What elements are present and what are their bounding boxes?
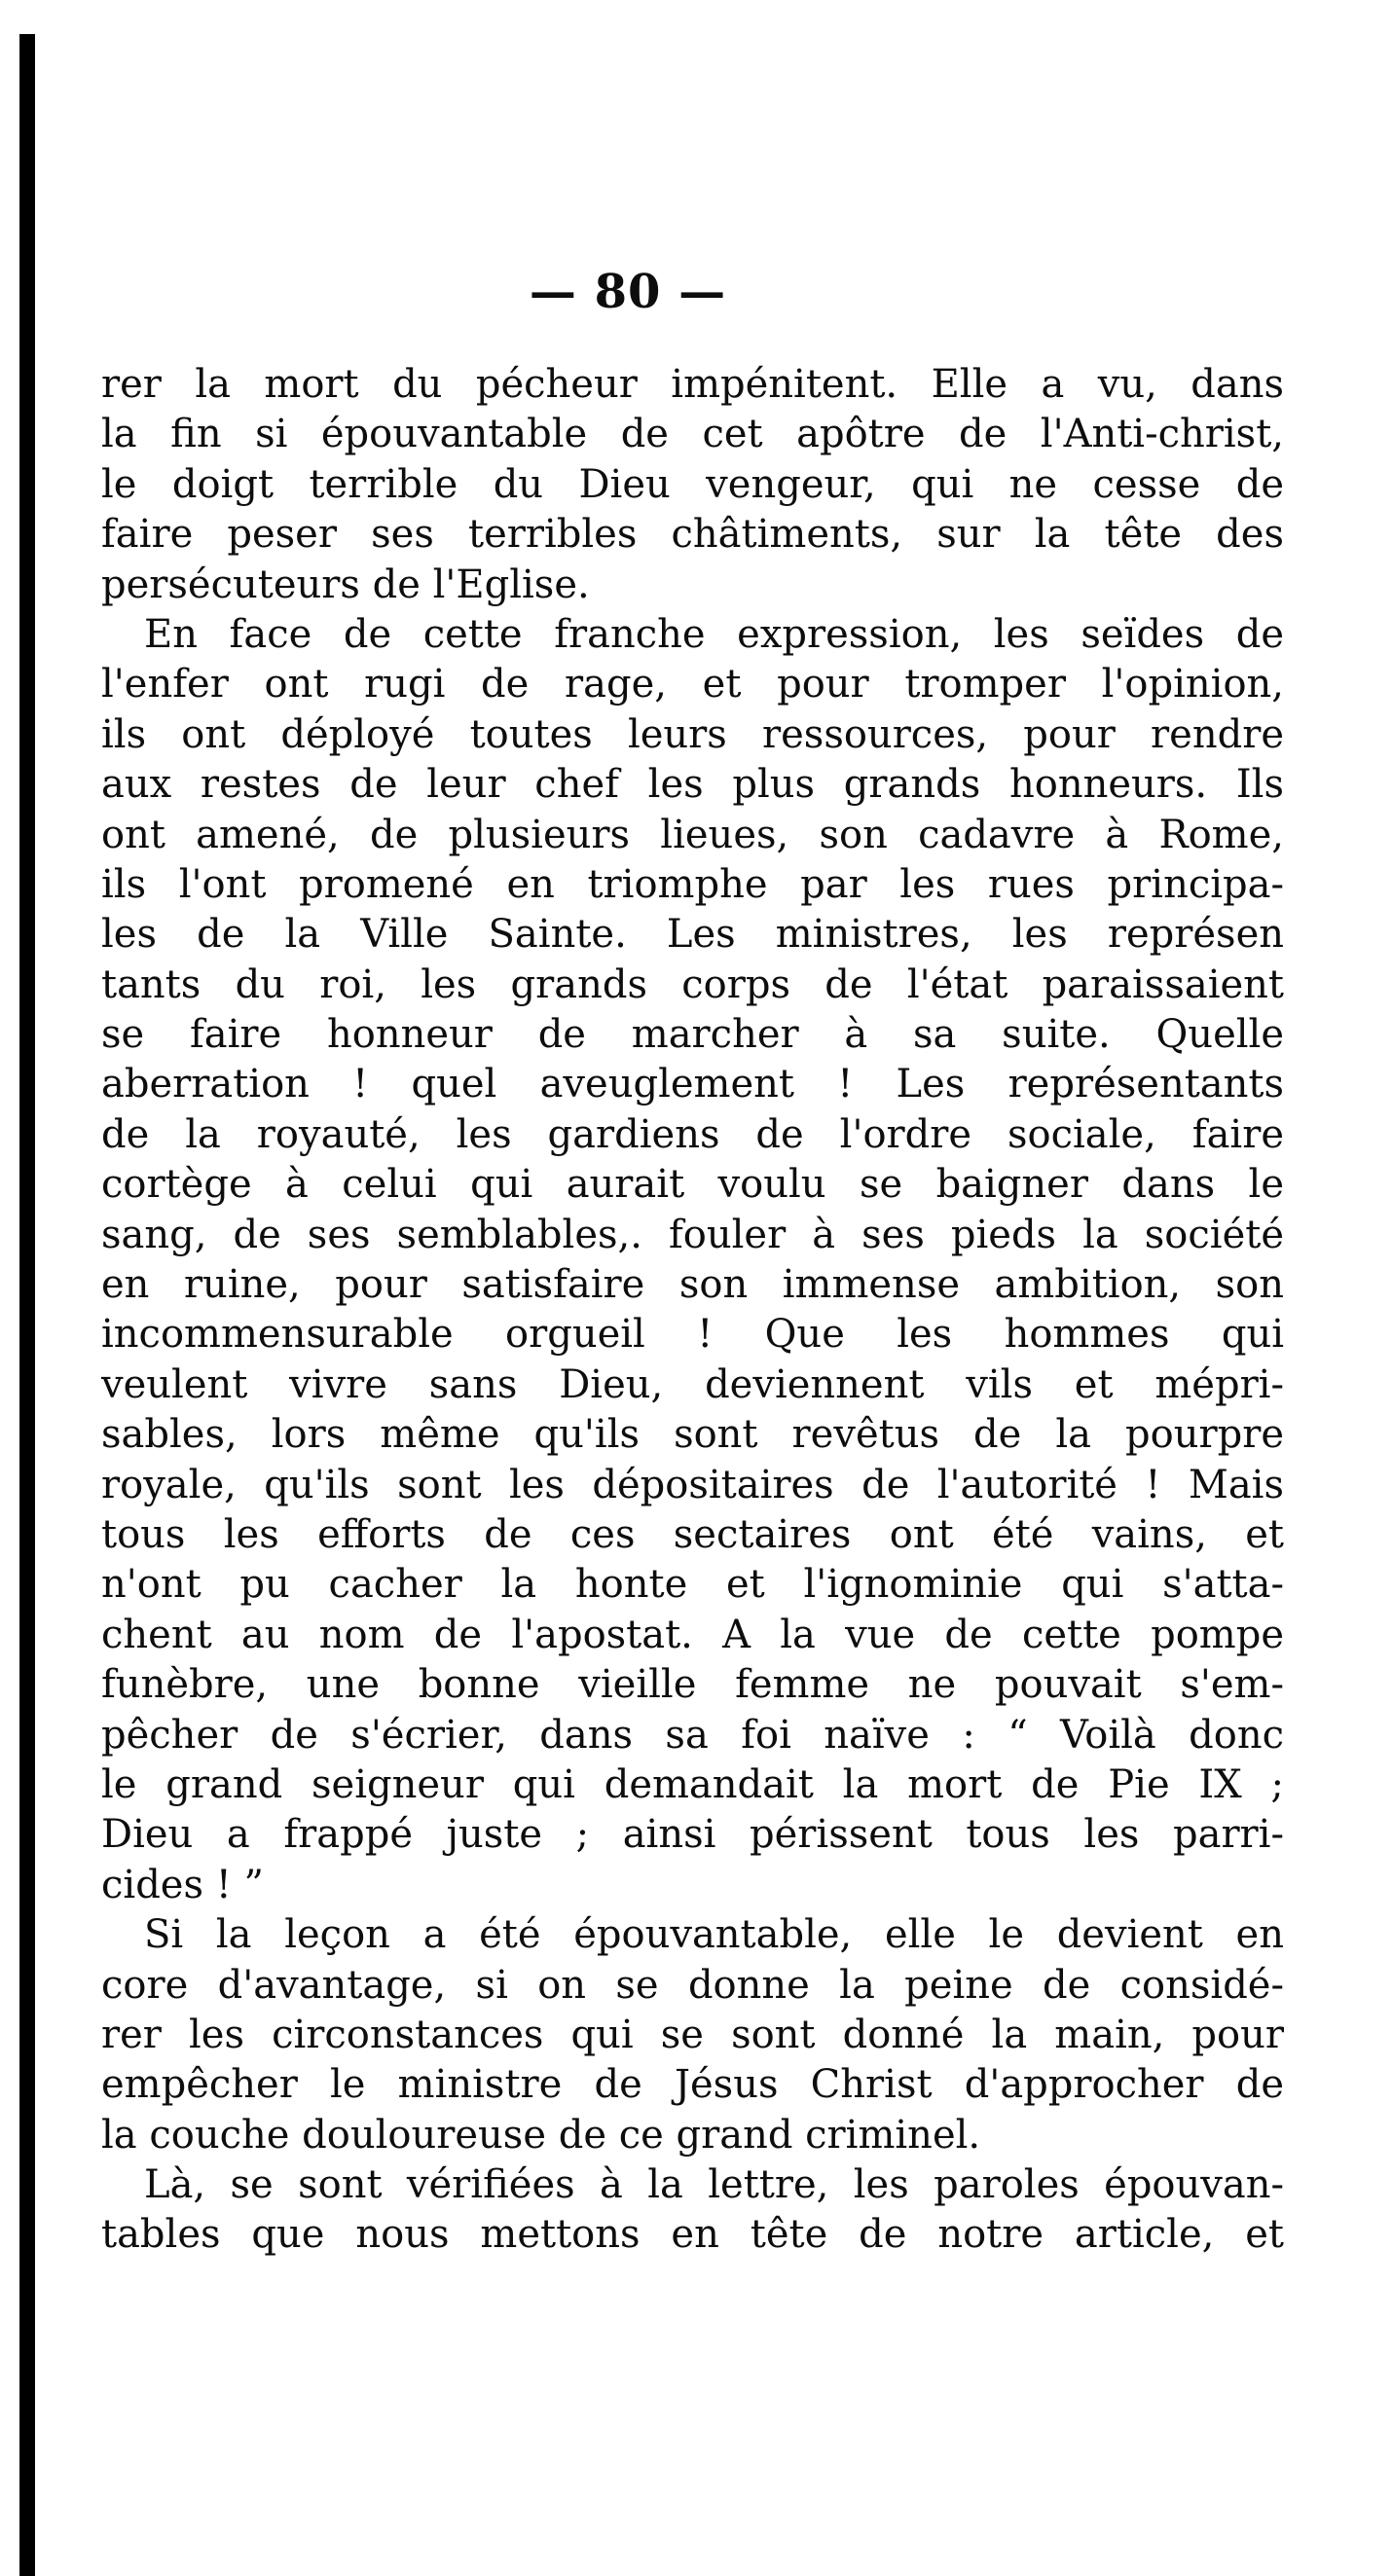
text-line: En face de cette franche expression, les seïdes de [144,611,1284,657]
text-line: funèbre, une bonne vieille femme ne pouvait s'em- [101,1662,1284,1708]
text-line: la couche douloureuse de ce grand criminel. [101,2112,981,2158]
text-line: tous les efforts de ces sectaires ont été vains, et [101,1511,1284,1557]
body-text [101,360,1284,2261]
text-line: empêcher le ministre de Jésus Christ d'approcher de [101,2062,1284,2108]
book-binding-edge [19,34,35,2576]
text-line: cides ! ” [101,1862,264,1907]
text-line: la fin si épouvantable de cet apôtre de l'Anti-christ, [101,412,1284,457]
text-line: sables, lors même qu'ils sont revêtus de la pourpre [101,1412,1284,1458]
text-line: sang, de ses semblables,. fouler à ses pieds la société [101,1212,1284,1257]
text-line: tables que nous mettons en tête de notre article, et [101,2212,1284,2258]
text-line: persécuteurs de l'Eglise. [101,562,590,607]
text-line: de la royauté, les gardiens de l'ordre sociale, faire [101,1111,1284,1157]
text-line: aux restes de leur chef les plus grands honneurs. Ils [101,762,1284,808]
text-line: aberration ! quel aveuglement ! Les représentants [101,1062,1284,1107]
text-line: cortège à celui qui aurait voulu se baigner dans le [101,1162,1284,1208]
page-number-header: — 80 — [529,265,727,319]
text-line: chent au nom de l'apostat. A la vue de cette pompe [101,1612,1284,1657]
text-line: faire peser ses terribles châtiments, sur la tête des [101,512,1284,558]
text-line: incommensurable orgueil ! Que les hommes qui [101,1312,1284,1358]
text-line: tants du roi, les grands corps de l'état paraissaient [101,961,1284,1007]
text-line: pêcher de s'écrier, dans sa foi naïve : “ Voilà donc [101,1712,1284,1758]
text-line: ils l'ont promené en triomphe par les rues principa- [101,861,1284,907]
text-line: ont amené, de plusieurs lieues, son cadavre à Rome, [101,812,1284,857]
text-line: le doigt terrible du Dieu vengeur, qui ne cesse de [101,461,1284,507]
text-line: Dieu a frappé juste ; ainsi périssent tous les parri- [101,1812,1284,1858]
text-line: Si la leçon a été épouvantable, elle le devient en [144,1912,1284,1958]
text-line: royale, qu'ils sont les dépositaires de l'autorité ! Mais [101,1462,1284,1507]
text-line: core d'avantage, si on se donne la peine de considé- [101,1962,1284,2008]
text-line: en ruine, pour satisfaire son immense ambition, son [101,1262,1284,1308]
text-line: le grand seigneur qui demandait la mort de Pie IX ; [101,1761,1284,1807]
text-line: l'enfer ont rugi de rage, et pour tromper l'opinion, [101,662,1284,707]
text-line: rer les circonstances qui se sont donné la main, pour [101,2012,1284,2057]
text-line: se faire honneur de marcher à sa suite. Quelle [101,1012,1284,1058]
text-line: rer la mort du pécheur impénitent. Elle a vu, dans [101,362,1284,407]
text-line: les de la Ville Sainte. Les ministres, les représen [101,912,1284,958]
text-line: Là, se sont vérifiées à la lettre, les paroles épouvan- [144,2162,1284,2208]
text-line: veulent vivre sans Dieu, deviennent vils et mépri- [101,1361,1284,1407]
text-line: ils ont déployé toutes leurs ressources, pour rendre [101,711,1284,757]
text-line: n'ont pu cacher la honte et l'ignominie qui s'atta- [101,1562,1284,1608]
